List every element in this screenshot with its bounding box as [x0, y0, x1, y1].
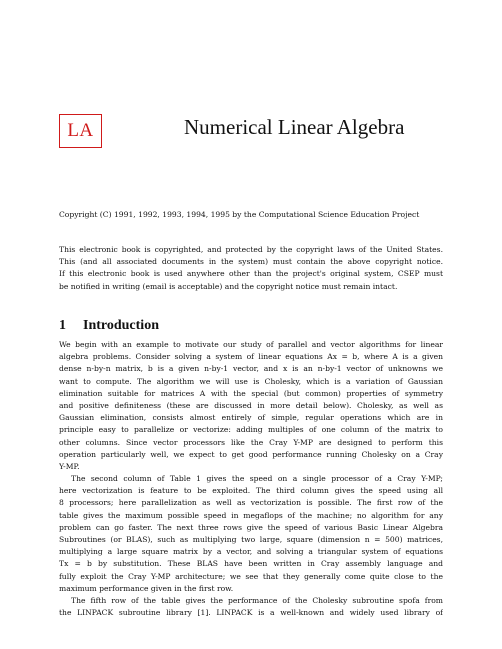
notice-line: This (and all associated documents in the system) must contain the above copyright notice. — [59, 257, 443, 267]
body-line: maximum performance given in the first row. — [59, 583, 234, 593]
body-line: 8 processors; here parallelization as well as vectorization is possible. The first row of the — [59, 498, 443, 508]
notice-line: be notified in writing (email is acceptable) and the copyright notice must remain intact. — [59, 281, 398, 291]
body-line: operation particularly well, we expect to get good performance running Cholesky on a Cray — [59, 449, 443, 459]
body-line: fully exploit the Cray Y-MP architecture; we see that they generally come quite close to the — [59, 571, 443, 581]
notice-line: This electronic book is copyrighted, and protected by the copyright laws of the United States. — [59, 245, 443, 254]
body-line: Subroutines (or BLAS), such as multiplying two large, square (dimension n = 500) matrices, — [59, 535, 443, 544]
body-line: multiplying a large square matrix by a vector, and solving a triangular system of equations — [59, 547, 443, 557]
body-line: Gaussian elimination, consists almost entirely of simple, regular operations which are in — [59, 413, 443, 423]
body-line: The second column of Table 1 gives the speed on a single processor of a Cray Y-MP; — [71, 474, 443, 484]
body-line: We begin with an example to motivate our study of parallel and vector algorithms for linear — [59, 340, 443, 349]
notice-line: If this electronic book is used anywhere other than the project's original system, CSEP must — [59, 269, 443, 279]
body-line: problem can go faster. The next three rows give the speed of various Basic Linear Algebra — [59, 522, 443, 532]
document-title: Numerical Linear Algebra — [184, 115, 405, 139]
body-line: Tx = b by substitution. These BLAS have been written in Cray assembly language and — [59, 559, 443, 569]
body-line: dense n-by-n matrix, b is a given n-by-1 vector, and x is an n-by-1 vector of unknowns we — [59, 364, 443, 374]
body-line: Y-MP. — [59, 461, 80, 471]
logo-text: LA — [67, 120, 94, 141]
body-line: elimination suitable for matrices A with the special (but common) properties of symmetry — [59, 388, 443, 398]
section-title: Introduction — [83, 318, 159, 333]
body-line: principle easy to parallelize or vectorize: adding multiples of one column of the matrix to — [59, 425, 443, 435]
body-line: other columns. Since vector processors like the Cray Y-MP are designed to perform this — [59, 437, 443, 447]
section-number: 1 — [59, 318, 66, 333]
body-line: The fifth row of the table gives the performance of the Cholesky subroutine spofa from — [71, 595, 443, 605]
body-line: table gives the maximum possible speed in megaflops of the machine; no algorithm for any — [59, 510, 443, 520]
body-line: want to compute. The algorithm we will use is Cholesky, which is a variation of Gaussian — [59, 376, 443, 386]
body-text — [59, 339, 443, 619]
body-line: here vectorization is feature to be exploited. The third column gives the speed using all — [59, 486, 443, 496]
copyright-line: Copyright (C) 1991, 1992, 1993, 1994, 1995 by the Computational Science Education Project — [59, 210, 420, 219]
copyright-notice — [59, 244, 443, 293]
body-line: and positive definiteness (these are discussed in more detail below). Cholesky, as well as — [59, 400, 443, 410]
la-logo — [59, 114, 102, 148]
body-line: algebra problems. Consider solving a system of linear equations Ax = b, where A is a given — [59, 352, 443, 362]
body-line: the LINPACK subroutine library [1]. LINPACK is a well-known and widely used library of — [59, 608, 443, 618]
section-heading — [59, 318, 159, 334]
